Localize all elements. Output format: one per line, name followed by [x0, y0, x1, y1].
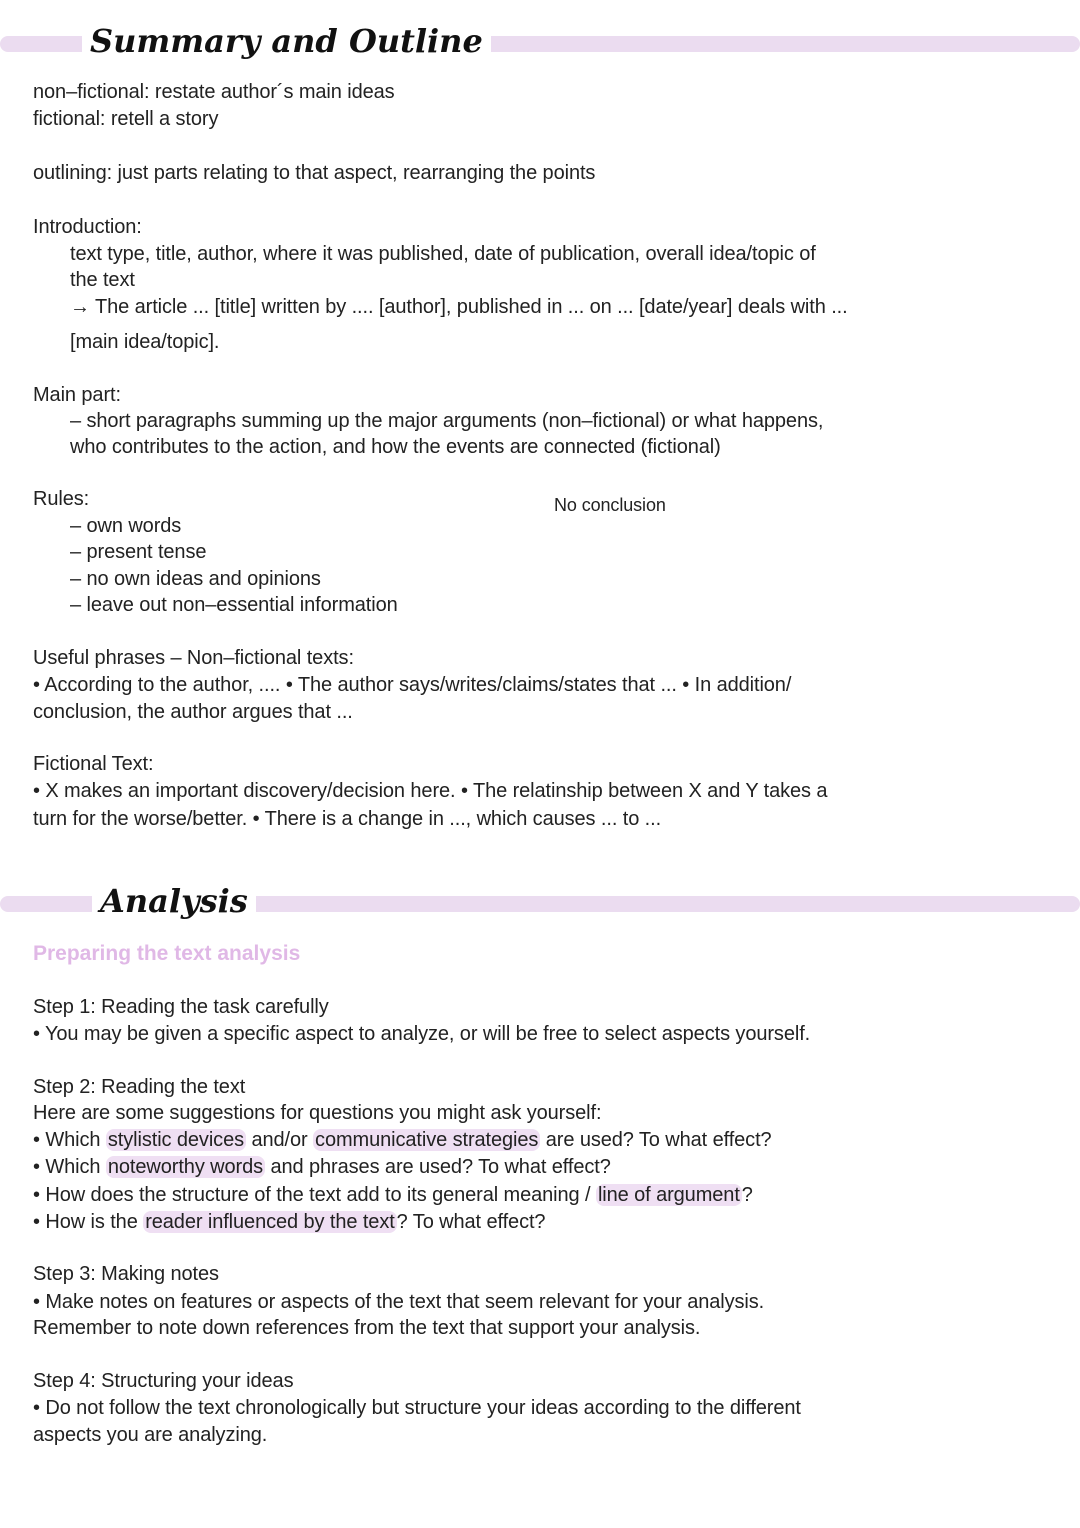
rule-item: – leave out non–essential information — [70, 594, 398, 616]
question-line — [33, 1209, 545, 1235]
text-line: conclusion, the author argues that ... — [33, 701, 353, 723]
question-line — [33, 1182, 753, 1208]
text-line: the text — [70, 269, 135, 291]
text: • Which — [33, 1156, 106, 1178]
text: • Which — [33, 1129, 106, 1151]
text-line: who contributes to the action, and how the events are connected (fictional) — [70, 436, 721, 458]
introduction-heading: Introduction: — [33, 216, 142, 238]
question-line — [33, 1154, 611, 1180]
text-line: → The article ... [title] written by .... [author], published in ... on ... [date/year] deals with ... — [70, 296, 848, 318]
section-title-summary: Summary and Outline — [82, 22, 491, 60]
text: and phrases are used? To what effect? — [265, 1156, 611, 1178]
text-line: non–fictional: restate author´s main ideas — [33, 81, 395, 103]
text-line: – short paragraphs summing up the major arguments (non–fictional) or what happens, — [70, 410, 824, 432]
text-line: • Do not follow the text chronologically but structure your ideas according to the different — [33, 1397, 801, 1419]
highlight: noteworthy words — [107, 1156, 264, 1178]
text-line: • You may be given a specific aspect to analyze, or will be free to select aspects yourself. — [33, 1023, 811, 1045]
text: ? — [741, 1184, 753, 1206]
section-title-analysis: Analysis — [92, 882, 256, 920]
main-part-heading: Main part: — [33, 384, 121, 406]
text-line: Remember to note down references from the text that support your analysis. — [33, 1317, 701, 1339]
text: are used? To what effect? — [540, 1129, 772, 1151]
step3-heading: Step 3: Making notes — [33, 1263, 219, 1285]
question-line — [33, 1127, 772, 1153]
highlight: reader influenced by the text — [145, 1211, 395, 1233]
step1-heading: Step 1: Reading the task carefully — [33, 996, 329, 1018]
rule-item: – own words — [70, 515, 182, 537]
text-line: • Make notes on features or aspects of the text that seem relevant for your analysis. — [33, 1291, 765, 1313]
rule-item: – present tense — [70, 541, 207, 563]
text: • How does the structure of the text add to its general meaning / — [33, 1184, 596, 1206]
text-line: text type, title, author, where it was published, date of publication, overall idea/topic of — [70, 243, 816, 265]
text-line: fictional: retell a story — [33, 108, 219, 130]
highlight: stylistic devices — [107, 1129, 245, 1151]
fictional-heading: Fictional Text: — [33, 753, 154, 775]
text: ? To what effect? — [396, 1211, 546, 1233]
highlight: line of argument — [597, 1184, 740, 1206]
no-conclusion-note: No conclusion — [554, 495, 666, 515]
text-line: [main idea/topic]. — [70, 331, 220, 353]
text: • How is the — [33, 1211, 144, 1233]
text: and/or — [246, 1129, 314, 1151]
step2-heading: Step 2: Reading the text — [33, 1076, 246, 1098]
text-line: • X makes an important discovery/decision here. • The relatinship between X and Y takes a — [33, 780, 828, 802]
text-line: outlining: just parts relating to that aspect, rearranging the points — [33, 162, 596, 184]
text-line: • According to the author, .... • The author says/writes/claims/states that ... • In addition/ — [33, 674, 792, 696]
text-line: Here are some suggestions for questions you might ask yourself: — [33, 1102, 602, 1124]
useful-phrases-heading: Useful phrases – Non–fictional texts: — [33, 647, 354, 669]
rules-heading: Rules: — [33, 488, 90, 510]
highlight: communicative strategies — [315, 1129, 539, 1151]
text-line: turn for the worse/better. • There is a change in ..., which causes ... to ... — [33, 808, 662, 830]
text-line: aspects you are analyzing. — [33, 1424, 268, 1446]
rule-item: – no own ideas and opinions — [70, 568, 321, 590]
subheading-preparing: Preparing the text analysis — [33, 942, 301, 965]
step4-heading: Step 4: Structuring your ideas — [33, 1370, 294, 1392]
